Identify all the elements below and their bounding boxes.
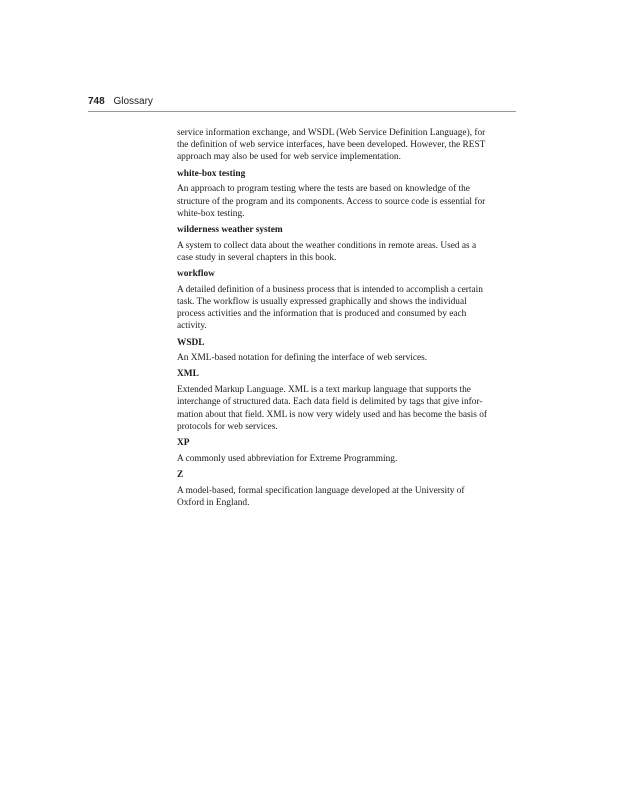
glossary-definition <box>177 240 514 264</box>
text-line: A system to collect data about the weather conditions in remote areas. Used as a <box>177 240 477 251</box>
glossary-term: white-box testing <box>177 168 246 179</box>
glossary-entry-wilderness-weather-system <box>177 224 514 264</box>
page-number: 748 <box>88 96 105 107</box>
glossary-definition <box>177 453 514 465</box>
text-line: A commonly used abbreviation for Extreme Programming. <box>177 453 398 464</box>
glossary-entry-workflow <box>177 268 514 333</box>
glossary-term: XP <box>177 437 190 448</box>
text-line: interchange of structured data. Each data field is delimited by tags that give infor- <box>177 397 483 408</box>
glossary-term: wilderness weather system <box>177 224 283 235</box>
glossary-definition <box>177 384 514 433</box>
glossary-term: XML <box>177 369 199 380</box>
text-line: process activities and the information that is produced and consumed by each <box>177 309 467 320</box>
glossary-term: workflow <box>177 269 215 280</box>
text-line: Extended Markup Language. XML is a text markup language that supports the <box>177 385 471 396</box>
glossary-definition <box>177 183 514 220</box>
glossary-term: WSDL <box>177 337 205 348</box>
text-line: service information exchange, and WSDL (Web Service Definition Language), for <box>177 128 486 138</box>
text-line: protocols for web services. <box>177 421 278 432</box>
text-line: Oxford in England. <box>177 497 250 508</box>
continuation-paragraph <box>177 127 514 164</box>
glossary-definition <box>177 485 514 509</box>
text-line: case study in several chapters in this book. <box>177 252 337 263</box>
glossary-entry-xml <box>177 368 514 433</box>
glossary-entry-xp <box>177 437 514 465</box>
text-line: task. The workflow is usually expressed graphically and shows the individual <box>177 296 467 307</box>
text-line: An XML-based notation for defining the interface of web services. <box>177 353 428 364</box>
running-header <box>88 95 516 112</box>
glossary-term: Z <box>177 469 184 480</box>
text-line: the definition of web service interfaces, have been developed. However, the REST <box>177 140 486 151</box>
text-line: An approach to program testing where the tests are based on knowledge of the <box>177 184 470 195</box>
text-line: A detailed definition of a business process that is intended to accomplish a certain <box>177 284 483 295</box>
text-line: structure of the program and its components. Access to source code is essential for <box>177 196 486 207</box>
text-line: activity. <box>177 321 207 332</box>
text-line: mation about that field. XML is now very widely used and has become the basis of <box>177 409 488 420</box>
text-line: white-box testing. <box>177 208 245 219</box>
text-line: A model-based, formal specification language developed at the University of <box>177 485 465 496</box>
glossary-entry-wsdl <box>177 337 514 365</box>
glossary-definition <box>177 352 514 364</box>
glossary-definition <box>177 284 514 333</box>
glossary-entry-white-box-testing <box>177 168 514 220</box>
glossary-entry-z <box>177 469 514 509</box>
text-line: approach may also be used for web service implementation. <box>177 152 401 163</box>
glossary-content <box>177 127 514 509</box>
running-title: Glossary <box>113 96 153 107</box>
